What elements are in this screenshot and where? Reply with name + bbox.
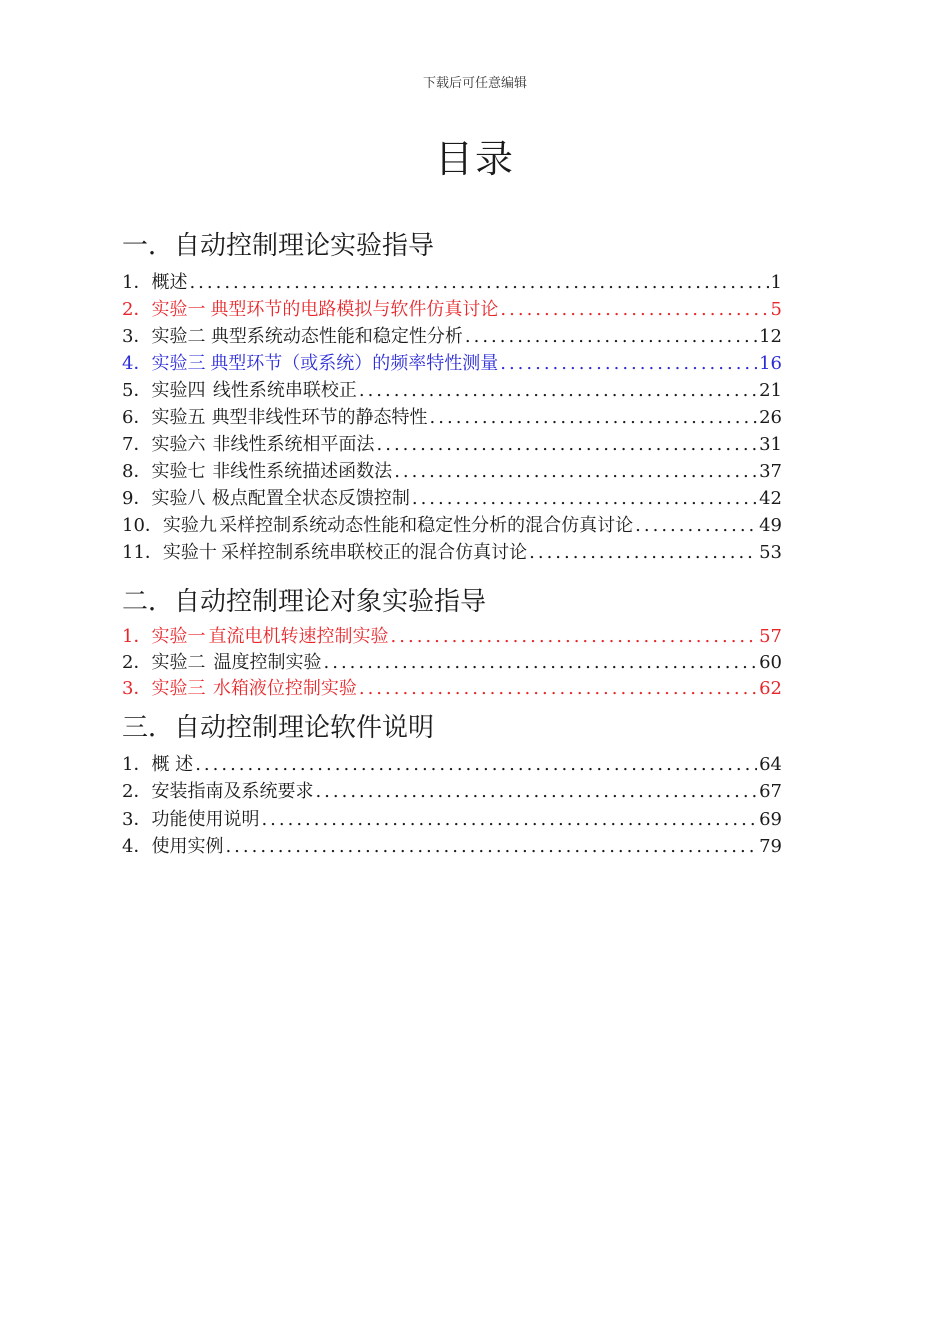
- toc-entry[interactable]: [122, 322, 782, 348]
- entry-page-number: 31: [759, 434, 782, 455]
- toc-entry[interactable]: [122, 832, 782, 858]
- entry-number: 3．: [122, 326, 152, 347]
- section-title: 二．自动控制理论对象实验指导: [122, 587, 487, 617]
- leader-dots: [324, 652, 758, 673]
- toc-entry[interactable]: [122, 750, 782, 776]
- entry-page-number: 1: [770, 272, 782, 293]
- entry-number: 4．: [122, 353, 152, 374]
- entry-label: 安装指南及系统要求: [151, 781, 314, 803]
- leader-dots: [195, 754, 757, 775]
- entry-number: 5．: [122, 380, 152, 401]
- toc-entry[interactable]: [122, 622, 782, 648]
- entry-label: 使用实例: [151, 835, 224, 857]
- table-of-contents: [122, 226, 782, 858]
- toc-section-3: [122, 708, 782, 858]
- entry-page-number: 42: [759, 488, 782, 509]
- entry-page-number: 64: [759, 754, 782, 775]
- toc-section-1: [122, 226, 782, 564]
- entry-number: 1．: [122, 754, 152, 775]
- entry-label: 实验六: [151, 434, 206, 455]
- toc-entry[interactable]: [122, 430, 782, 456]
- section-title: 三．自动控制理论软件说明: [122, 713, 435, 743]
- entry-page-number: 53: [759, 542, 782, 563]
- entry-number: 4．: [122, 835, 152, 857]
- entry-number: 3．: [122, 678, 152, 699]
- leader-dots: [412, 488, 757, 509]
- toc-entry[interactable]: [122, 376, 782, 402]
- page-header: 下载后可任意编辑: [422, 76, 527, 91]
- leader-dots: [635, 515, 757, 536]
- leader-dots: [261, 809, 757, 830]
- entry-label: 实验八: [151, 488, 206, 509]
- toc-entry[interactable]: [122, 648, 782, 674]
- entry-subtitle: 采样控制系统动态性能和稳定性分析的混合仿真讨论: [219, 515, 634, 536]
- entry-subtitle: 极点配置全状态反馈控制: [211, 488, 410, 509]
- leader-dots: [391, 626, 758, 647]
- document-title: 目录: [434, 137, 515, 181]
- entry-subtitle: 典型环节的电路模拟与软件仿真讨论: [210, 299, 499, 320]
- leader-dots: [529, 542, 757, 563]
- entry-label: 功能使用说明: [151, 808, 260, 830]
- entry-number: 7．: [122, 434, 152, 455]
- leader-dots: [377, 434, 758, 455]
- entry-page-number: 79: [759, 835, 782, 857]
- toc-entry[interactable]: [122, 805, 782, 831]
- entry-number: 10．: [122, 515, 163, 536]
- entry-label: 实验十: [162, 542, 217, 563]
- entry-label: 实验一: [151, 626, 206, 647]
- entry-subtitle: 非线性系统描述函数法: [212, 461, 393, 482]
- entry-number: 1．: [122, 272, 152, 293]
- leader-dots: [359, 380, 757, 401]
- entry-page-number: 60: [759, 652, 782, 673]
- entry-number: 9．: [122, 488, 152, 509]
- toc-entry[interactable]: [122, 674, 782, 700]
- entry-number: 2．: [122, 781, 152, 803]
- entry-subtitle: 非线性系统相平面法: [212, 434, 375, 455]
- leader-dots: [359, 678, 757, 699]
- entry-page-number: 69: [759, 808, 782, 830]
- entry-page-number: 49: [759, 515, 782, 536]
- leader-dots: [500, 353, 757, 374]
- entry-subtitle: 典型环节（或系统）的频率特性测量: [210, 353, 499, 374]
- entry-label: 实验七: [151, 461, 206, 482]
- entry-page-number: 5: [770, 299, 782, 320]
- entry-page-number: 57: [759, 626, 782, 647]
- toc-entry[interactable]: [122, 484, 782, 510]
- leader-dots: [189, 272, 768, 293]
- entry-number: 1．: [122, 626, 152, 647]
- entry-subtitle: 典型非线性环节的静态特性: [211, 407, 428, 428]
- toc-entry[interactable]: [122, 295, 782, 321]
- entry-label: 实验五: [151, 407, 206, 428]
- entry-subtitle: 采样控制系统串联校正的混合仿真讨论: [221, 542, 528, 563]
- entry-number: 6．: [122, 407, 152, 428]
- leader-dots: [430, 407, 758, 428]
- entry-subtitle: 水箱液位控制实验: [212, 678, 357, 699]
- entry-number: 11．: [122, 542, 163, 563]
- entry-page-number: 16: [759, 353, 782, 374]
- entry-label: 实验四: [151, 380, 206, 401]
- toc-entry[interactable]: [122, 403, 782, 429]
- entry-label: 实验二: [151, 652, 206, 673]
- entry-label: 概述: [151, 272, 188, 293]
- leader-dots: [500, 299, 768, 320]
- entry-number: 8．: [122, 461, 152, 482]
- toc-entry[interactable]: [122, 268, 782, 294]
- entry-subtitle: 温度控制实验: [213, 652, 322, 673]
- entry-number: 2．: [122, 652, 152, 673]
- entry-label: 实验二: [151, 326, 206, 347]
- entry-page-number: 21: [759, 380, 782, 401]
- section-title: 一．自动控制理论实验指导: [122, 231, 435, 261]
- leader-dots: [315, 781, 757, 802]
- entry-subtitle: 线性系统串联校正: [212, 380, 357, 401]
- toc-section-2: [122, 582, 782, 699]
- entry-page-number: 67: [759, 781, 782, 803]
- entry-subtitle: 典型系统动态性能和稳定性分析: [210, 326, 463, 347]
- entry-subtitle: 直流电机转速控制实验: [208, 626, 389, 647]
- entry-page-number: 37: [759, 461, 782, 482]
- entry-page-number: 62: [759, 678, 782, 699]
- entry-page-number: 12: [759, 326, 782, 347]
- entry-label: 实验三: [151, 353, 206, 374]
- toc-entry[interactable]: [122, 511, 782, 537]
- entry-label: 实验三: [151, 678, 206, 699]
- leader-dots: [394, 461, 757, 482]
- entry-label: 实验九: [162, 515, 217, 536]
- leader-dots: [465, 326, 757, 347]
- entry-number: 3．: [122, 808, 152, 830]
- leader-dots: [225, 836, 757, 857]
- toc-entry[interactable]: [122, 457, 782, 483]
- entry-label: 实验一: [151, 299, 206, 320]
- entry-label: 概 述: [151, 754, 194, 775]
- toc-entry[interactable]: [122, 777, 782, 803]
- entry-number: 2．: [122, 299, 152, 320]
- toc-entry[interactable]: [122, 349, 782, 375]
- entry-page-number: 26: [759, 407, 782, 428]
- toc-entry[interactable]: [122, 538, 782, 564]
